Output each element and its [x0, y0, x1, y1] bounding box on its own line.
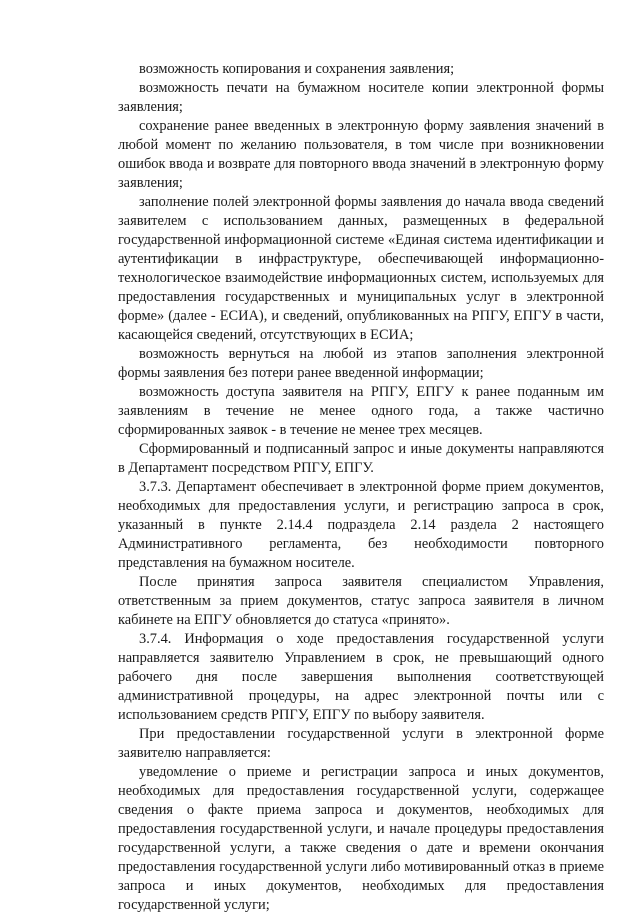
- paragraph-2: возможность печати на бумажном носителе копии электронной формы заявления;: [118, 80, 604, 115]
- paragraph-9: После принятия запроса заявителя специалистом Управления, ответственным за прием документов, статус запроса заявителя в личном кабинете на ЕПГУ обновляется до статуса «принято».: [118, 574, 604, 628]
- paragraph-8: 3.7.3. Департамент обеспечивает в электронной форме прием документов, необходимых для предоставления услуги, и регистрацию запроса в срок, указанный в пункте 2.14.4 подраздела 2.14 раздела 2 настоящего Административного регламента, без необходимости повторного представления на бумажном носителе.: [118, 479, 604, 571]
- paragraph-5: возможность вернуться на любой из этапов заполнения электронной формы заявления без потери ранее введенной информации;: [118, 346, 604, 381]
- paragraph-1: возможность копирования и сохранения заявления;: [139, 61, 455, 77]
- paragraph-6: возможность доступа заявителя на РПГУ, ЕПГУ к ранее поданным им заявлениям в течение не менее одного года, а также частично сформированных заявок - в течение не менее трех месяцев.: [118, 384, 604, 438]
- document-page: [118, 60, 604, 915]
- paragraph-10: 3.7.4. Информация о ходе предоставления государственной услуги направляется заявителю Управлением в срок, не превышающий одного рабочего дня после завершения выполнения соответствующей административной процедуры, на адрес электронной почты или с использованием средств РПГУ, ЕПГУ по выбору заявителя.: [118, 631, 604, 723]
- paragraph-3: сохранение ранее введенных в электронную форму заявления значений в любой момент по желанию пользователя, в том числе при возникновении ошибок ввода и возврате для повторного ввода значений в электронную форму заявления;: [118, 118, 604, 191]
- paragraph-4: заполнение полей электронной формы заявления до начала ввода сведений заявителем с использованием данных, размещенных в федеральной государственной информационной системе «Единая система идентификации и аутентификации в инфраструктуре, обеспечивающей информационно-технологическое взаимодействие информационных систем, используемых для предоставления государственных и муниципальных услуг в электронной форме» (далее - ЕСИА), и сведений, опубликованных на РПГУ, ЕПГУ в части, касающейся сведений, отсутствующих в ЕСИА;: [118, 194, 604, 343]
- paragraph-11: При предоставлении государственной услуги в электронной форме заявителю направляется:: [118, 726, 604, 761]
- paragraph-12: уведомление о приеме и регистрации запроса и иных документов, необходимых для предоставления государственной услуги, содержащее сведения о факте приема запроса и документов, необходимых для предоставления государственной услуги, и начале процедуры предоставления государственной услуги, а также сведения о дате и времени окончания предоставления государственной услуги либо мотивированный отказ в приеме запроса и иных документов, необходимых для предоставления государственной услуги;: [118, 764, 604, 913]
- paragraph-7: Сформированный и подписанный запрос и иные документы направляются в Департамент посредством РПГУ, ЕПГУ.: [118, 441, 604, 476]
